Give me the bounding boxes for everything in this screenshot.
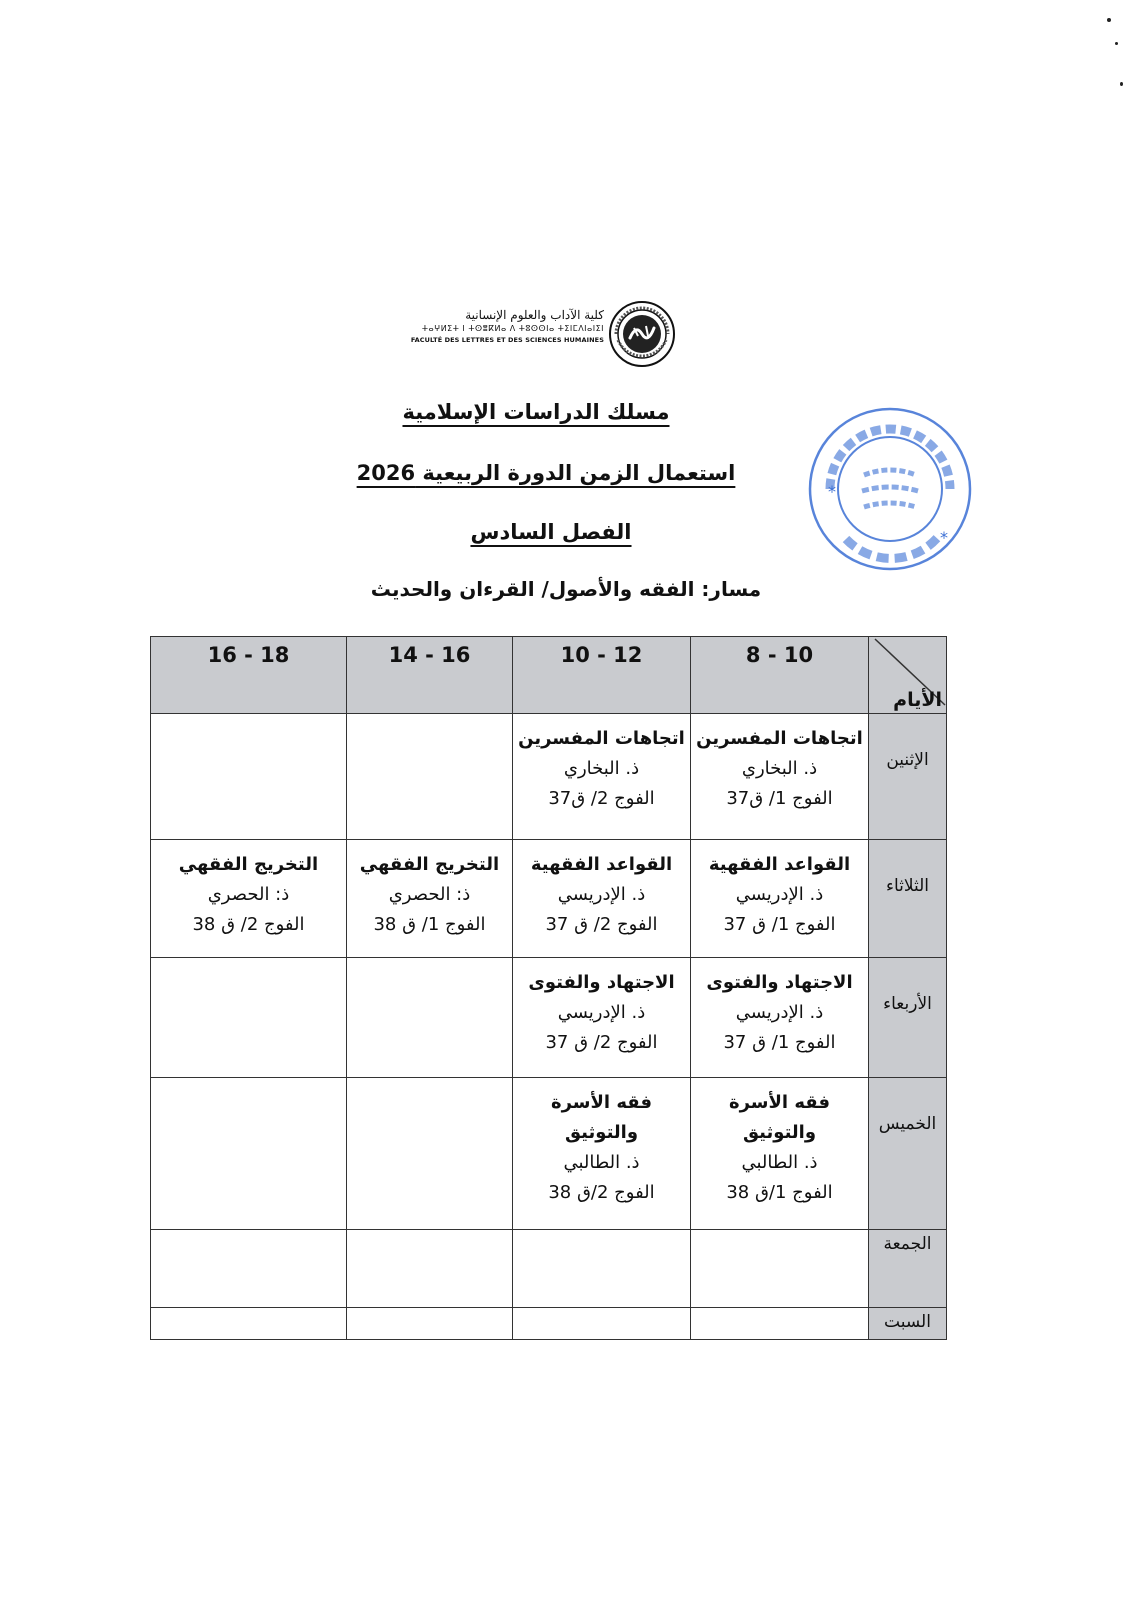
table-row <box>151 958 947 1078</box>
course-professor: ذ: الحصري <box>207 884 290 905</box>
svg-text:*: * <box>940 528 948 547</box>
time-slot-header: 12 - 10 <box>513 637 691 714</box>
semester-title: الفصل السادس <box>470 520 632 544</box>
course-title: القواعد الفقهية <box>708 854 851 875</box>
course-group: الفوج 2/ ق37 <box>548 788 655 809</box>
course-cell <box>691 958 869 1078</box>
day-cell: الجمعة <box>869 1230 947 1308</box>
scan-speck <box>1120 82 1123 86</box>
table-row <box>151 714 947 840</box>
day-cell: الإثنين <box>869 714 947 840</box>
empty-cell <box>151 1308 347 1340</box>
empty-cell <box>513 1230 691 1308</box>
empty-cell <box>151 958 347 1078</box>
course-group: الفوج 1/ ق 38 <box>373 914 486 935</box>
faculty-name-tifinagh: ⵜⴰⵖⵍⵉⵜ ⵏ ⵜⵙⴻⴽⵍⴰ ⴷ ⵜⵓⵙⵙⵏⴰ ⵜⵉⵏⵎⴷⵏⴰⵏⵉⵏ <box>421 324 604 333</box>
course-professor: ذ. الطالبي <box>741 1152 818 1173</box>
course-title: التخريج الفقهي <box>178 854 319 875</box>
empty-cell <box>347 714 513 840</box>
empty-cell <box>347 1078 513 1230</box>
time-slot-header: 10 - 8 <box>691 637 869 714</box>
course-group: الفوج 1/ ق 37 <box>723 1032 836 1053</box>
course-cell <box>513 1078 691 1230</box>
svg-text:*: * <box>828 482 836 501</box>
course-cell <box>513 840 691 958</box>
table-row <box>151 1230 947 1308</box>
course-title: التخريج الفقهي <box>359 854 500 875</box>
timetable <box>150 636 947 1340</box>
course-professor: ذ. الطالبي <box>563 1152 640 1173</box>
course-cell <box>151 840 347 958</box>
day-cell: الأربعاء <box>869 958 947 1078</box>
timetable-header-row <box>151 637 947 714</box>
course-cell <box>513 958 691 1078</box>
course-cell <box>691 1078 869 1230</box>
faculty-logo-text <box>408 308 604 345</box>
program-title: مسلك الدراسات الإسلامية <box>402 400 670 424</box>
course-title: الاجتهاد والفتوى <box>528 972 675 993</box>
scan-speck <box>1107 18 1111 22</box>
course-group: الفوج 1/ق 38 <box>726 1182 833 1203</box>
table-row <box>151 1308 947 1340</box>
course-group: الفوج 2/ ق 37 <box>545 1032 658 1053</box>
empty-cell <box>347 958 513 1078</box>
course-group: الفوج 1/ ق37 <box>726 788 833 809</box>
time-slot-header: 16 - 14 <box>347 637 513 714</box>
course-professor: ذ. الإدريسي <box>557 1002 646 1023</box>
course-cell <box>347 840 513 958</box>
course-cell <box>691 714 869 840</box>
empty-cell <box>691 1230 869 1308</box>
course-professor: ذ. البخاري <box>563 758 640 779</box>
course-title: القواعد الفقهية <box>530 854 673 875</box>
university-stamp-icon <box>806 405 974 573</box>
scan-speck <box>1115 42 1118 45</box>
course-title: فقه الأسرة والتوثيق <box>728 1092 831 1143</box>
empty-cell <box>691 1308 869 1340</box>
course-group: الفوج 2/ ق 37 <box>545 914 658 935</box>
days-label: الأيام <box>893 689 942 711</box>
track-title: مسار: الفقه والأصول/ القرءان والحديث <box>370 577 762 601</box>
corner-cell <box>869 637 947 714</box>
course-professor: ذ. الإدريسي <box>557 884 646 905</box>
faculty-name-arabic: كلية الآداب والعلوم الإنسانية <box>465 308 604 322</box>
course-title: اتجاهات المفسرين <box>696 728 863 749</box>
course-professor: ذ. البخاري <box>741 758 818 779</box>
course-group: الفوج 2/ق 38 <box>548 1182 655 1203</box>
course-cell <box>513 714 691 840</box>
course-professor: ذ. الإدريسي <box>735 884 824 905</box>
empty-cell <box>513 1308 691 1340</box>
course-title: فقه الأسرة والتوثيق <box>550 1092 653 1143</box>
university-emblem-icon <box>608 300 676 368</box>
schedule-title: استعمال الزمن الدورة الربيعية 2026 <box>356 461 736 485</box>
empty-cell <box>151 1078 347 1230</box>
course-title: اتجاهات المفسرين <box>518 728 685 749</box>
time-slot-header: 18 - 16 <box>151 637 347 714</box>
course-group: الفوج 1/ ق 37 <box>723 914 836 935</box>
empty-cell <box>347 1230 513 1308</box>
course-professor: ذ. الإدريسي <box>735 1002 824 1023</box>
empty-cell <box>151 1230 347 1308</box>
empty-cell <box>151 714 347 840</box>
day-cell: الثلاثاء <box>869 840 947 958</box>
table-row <box>151 840 947 958</box>
course-professor: ذ: الحصري <box>388 884 471 905</box>
faculty-logo <box>408 300 708 370</box>
day-cell: الخميس <box>869 1078 947 1230</box>
empty-cell <box>347 1308 513 1340</box>
day-cell: السبت <box>869 1308 947 1340</box>
course-title: الاجتهاد والفتوى <box>706 972 853 993</box>
course-cell <box>691 840 869 958</box>
course-group: الفوج 2/ ق 38 <box>192 914 305 935</box>
table-row <box>151 1078 947 1230</box>
faculty-name-french: FACULTÉ DES LETTRES ET DES SCIENCES HUMAINES <box>410 336 604 344</box>
